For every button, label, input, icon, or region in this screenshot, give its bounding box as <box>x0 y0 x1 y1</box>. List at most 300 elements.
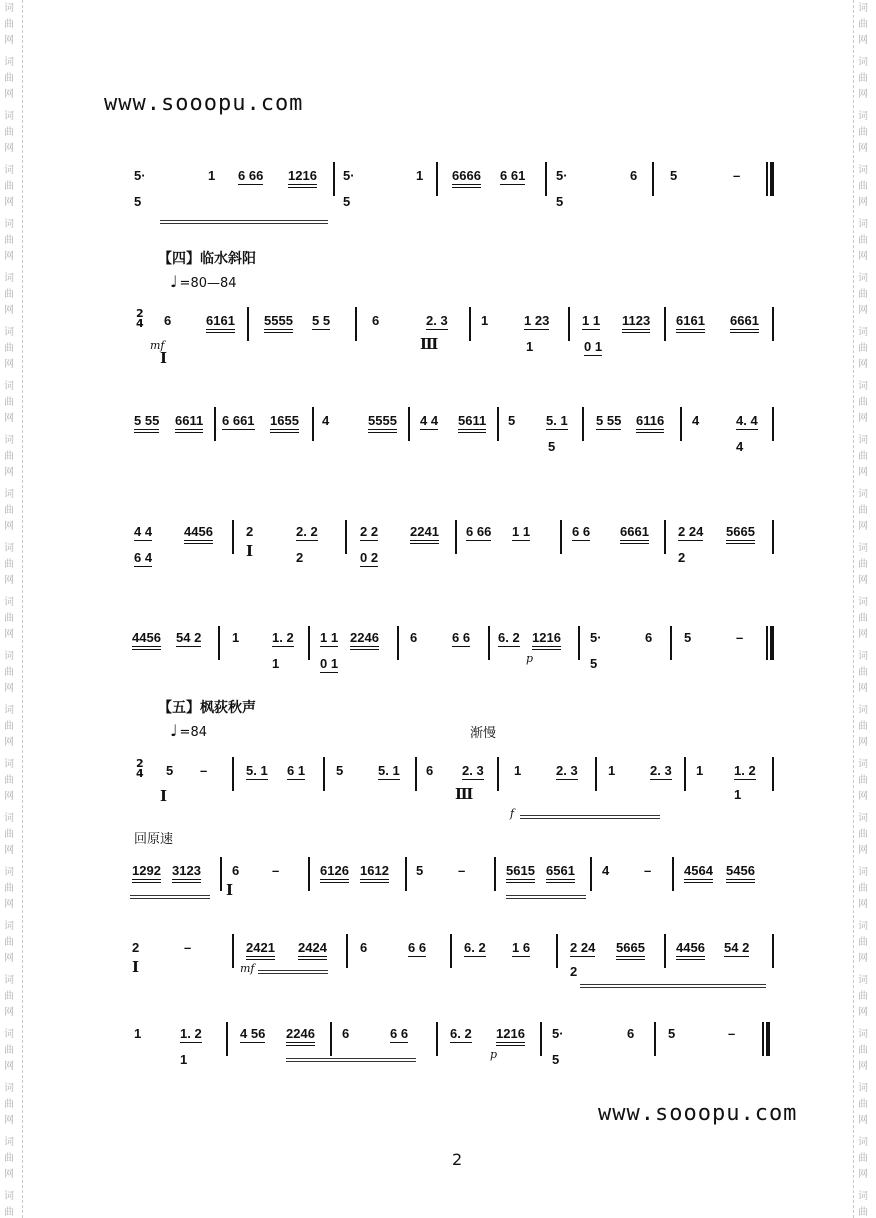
watermark-glyph: 曲 <box>4 937 14 948</box>
barline <box>568 307 570 341</box>
lower-note: 4 <box>736 439 744 454</box>
dynamic-f: f <box>510 807 515 820</box>
expression-mark: 渐慢 <box>470 726 497 741</box>
roman-marker: I <box>246 542 254 560</box>
note: 1612 <box>360 863 389 883</box>
watermark-glyph: 曲 <box>858 1153 868 1164</box>
watermark-glyph: 词 <box>4 111 14 122</box>
watermark-glyph: 词 <box>858 543 868 554</box>
barline <box>345 520 347 554</box>
score-line-6 <box>0 755 876 820</box>
note: 6 <box>645 630 653 645</box>
watermark-glyph: 曲 <box>4 451 14 462</box>
score-line-9 <box>0 1020 876 1080</box>
note: 1 <box>481 313 489 328</box>
footer-url: www.sooopu.com <box>598 1101 798 1126</box>
watermark-glyph: 词 <box>4 1137 14 1148</box>
note: – <box>200 763 208 778</box>
watermark-glyph: 网 <box>858 143 868 154</box>
barline <box>226 1022 228 1056</box>
barline <box>497 757 499 791</box>
note: – <box>733 168 741 183</box>
barline <box>415 757 417 791</box>
watermark-glyph: 网 <box>4 251 14 262</box>
note: 5665 <box>616 940 645 960</box>
watermark-glyph: 词 <box>858 1083 868 1094</box>
watermark-glyph: 网 <box>4 521 14 532</box>
watermark-glyph: 词 <box>4 3 14 14</box>
note: 1. 2 <box>272 630 294 645</box>
note: 6. 2 <box>450 1026 472 1041</box>
lower-note: 2 <box>678 550 686 565</box>
diminuendo-hairpin <box>520 815 660 816</box>
watermark-glyph: 曲 <box>4 127 14 138</box>
lower-note: 2 <box>570 964 578 979</box>
note: 6 <box>360 940 368 955</box>
watermark-glyph: 网 <box>858 845 868 856</box>
note: 6666 <box>452 168 481 188</box>
watermark-glyph: 曲 <box>858 991 868 1002</box>
note: 2246 <box>286 1026 315 1046</box>
note: 4456 <box>676 940 705 960</box>
note: 1 <box>208 168 216 183</box>
watermark-glyph: 词 <box>4 759 14 770</box>
watermark-glyph: 曲 <box>858 127 868 138</box>
watermark-glyph: 曲 <box>4 1045 14 1056</box>
note: 5 <box>166 763 174 778</box>
watermark-glyph: 词 <box>4 813 14 824</box>
note: 1 1 <box>582 313 601 328</box>
watermark-glyph: 网 <box>4 1115 14 1126</box>
note: – <box>644 863 652 878</box>
note: 5 <box>416 863 424 878</box>
watermark-glyph: 词 <box>4 1029 14 1040</box>
watermark-glyph: 网 <box>4 899 14 910</box>
note: 6611 <box>175 413 203 433</box>
barline <box>308 626 310 660</box>
watermark-glyph: 网 <box>858 413 868 424</box>
watermark-glyph: 曲 <box>858 775 868 786</box>
watermark-glyph: 词 <box>858 1191 868 1202</box>
note: 54 2 <box>724 940 750 955</box>
note: 6 6 <box>572 524 591 539</box>
note: 5615 <box>506 863 535 883</box>
watermark-glyph: 词 <box>858 705 868 716</box>
watermark-glyph: 曲 <box>4 883 14 894</box>
watermark-glyph: 曲 <box>4 613 14 624</box>
note: 1 <box>514 763 522 778</box>
watermark-glyph: 网 <box>4 1061 14 1072</box>
final-barline <box>766 162 768 196</box>
note: – <box>458 863 466 878</box>
final-barline <box>766 626 768 660</box>
barline <box>247 307 249 341</box>
note: 6 <box>232 863 240 878</box>
note: 6116 <box>636 413 664 433</box>
watermark-glyph: 网 <box>858 35 868 46</box>
watermark-glyph: 网 <box>4 575 14 586</box>
diminuendo-hairpin <box>258 970 328 971</box>
watermark-glyph: 曲 <box>858 505 868 516</box>
watermark-glyph: 网 <box>4 467 14 478</box>
roman-marker: Ⅲ <box>455 785 474 803</box>
watermark-glyph: 网 <box>4 35 14 46</box>
roman-marker: I <box>160 349 168 367</box>
diminuendo-hairpin <box>286 1058 416 1059</box>
quarter-note-icon: ♩ <box>170 721 178 740</box>
barline <box>436 1022 438 1056</box>
final-barline-thick <box>766 1022 770 1056</box>
lower-note: 1 <box>180 1052 188 1067</box>
watermark-glyph: 网 <box>858 1007 868 1018</box>
note: 6 661 <box>222 413 255 428</box>
score-line-3 <box>0 405 876 465</box>
note: 5. 1 <box>546 413 568 428</box>
note: – <box>184 940 192 955</box>
barline <box>488 626 490 660</box>
note: 5665 <box>726 524 755 544</box>
time-signature: 2 4 <box>136 757 144 780</box>
watermark-glyph: 网 <box>4 89 14 100</box>
watermark-glyph: 曲 <box>858 883 868 894</box>
note: 5· <box>134 168 146 183</box>
note: 1 <box>134 1026 142 1041</box>
lower-note: 5 <box>556 194 564 209</box>
note: 4456 <box>184 524 213 544</box>
lower-note: 0 2 <box>360 550 379 565</box>
note: 6661 <box>730 313 759 333</box>
watermark-glyph: 网 <box>4 683 14 694</box>
lower-note: 1 <box>526 339 534 354</box>
header-url: www.sooopu.com <box>104 91 304 116</box>
barline <box>560 520 562 554</box>
note: 4 56 <box>240 1026 266 1041</box>
watermark-glyph: 词 <box>858 867 868 878</box>
note: 2 2 <box>360 524 379 539</box>
barline <box>772 407 774 441</box>
note: 4456 <box>132 630 161 650</box>
watermark-glyph: 曲 <box>4 559 14 570</box>
note: 4564 <box>684 863 713 883</box>
watermark-glyph: 曲 <box>4 1153 14 1164</box>
barline <box>772 520 774 554</box>
note: – <box>736 630 744 645</box>
note: 6561 <box>546 863 575 883</box>
tempo-value: =80—84 <box>179 276 237 291</box>
watermark-glyph: 词 <box>858 651 868 662</box>
score-line-1 <box>0 160 876 220</box>
watermark-glyph: 曲 <box>4 775 14 786</box>
watermark-glyph: 网 <box>858 359 868 370</box>
watermark-glyph: 网 <box>858 953 868 964</box>
watermark-glyph: 词 <box>858 3 868 14</box>
barline <box>664 307 666 341</box>
barline <box>469 307 471 341</box>
watermark-glyph: 词 <box>858 435 868 446</box>
watermark-glyph: 词 <box>4 1191 14 1202</box>
note: 6 <box>372 313 380 328</box>
barline <box>232 934 234 968</box>
watermark-glyph: 曲 <box>858 829 868 840</box>
return-tempo-mark: 回原速 <box>134 832 174 847</box>
barline <box>664 520 666 554</box>
watermark-glyph: 网 <box>858 575 868 586</box>
barline <box>497 407 499 441</box>
note: 2. 3 <box>426 313 448 328</box>
note: 5456 <box>726 863 755 883</box>
watermark-glyph: 网 <box>858 683 868 694</box>
watermark-glyph: 词 <box>4 921 14 932</box>
note: 6. 2 <box>464 940 486 955</box>
note: – <box>728 1026 736 1041</box>
barline <box>346 934 348 968</box>
watermark-glyph: 网 <box>858 1169 868 1180</box>
watermark-glyph: 词 <box>858 921 868 932</box>
barline <box>540 1022 542 1056</box>
crescendo-hairpin <box>506 895 586 896</box>
note: 5 <box>670 168 678 183</box>
note: 6. 2 <box>498 630 520 645</box>
barline <box>664 934 666 968</box>
note: 2246 <box>350 630 379 650</box>
watermark-glyph: 网 <box>858 305 868 316</box>
note: 2. 3 <box>462 763 484 778</box>
watermark-glyph: 词 <box>4 867 14 878</box>
watermark-glyph: 网 <box>4 143 14 154</box>
barline <box>312 407 314 441</box>
time-signature: 2 4 <box>136 307 144 330</box>
note: 1. 2 <box>734 763 756 778</box>
note: 1 <box>608 763 616 778</box>
barline <box>308 857 310 891</box>
page-number: 2 <box>452 1150 463 1169</box>
note: 5· <box>552 1026 564 1041</box>
barline <box>323 757 325 791</box>
note: 54 2 <box>176 630 202 645</box>
watermark-glyph: 网 <box>4 413 14 424</box>
barline <box>333 162 335 196</box>
section-5-tempo <box>170 721 207 740</box>
lower-note: 6 4 <box>134 550 153 565</box>
barline <box>670 626 672 660</box>
barline <box>772 307 774 341</box>
score-line-7 <box>0 855 876 915</box>
watermark-glyph: 曲 <box>858 451 868 462</box>
note: 6 <box>410 630 418 645</box>
note: 1 <box>416 168 424 183</box>
watermark-glyph: 词 <box>858 975 868 986</box>
lower-note: 1 <box>734 787 742 802</box>
watermark-glyph: 词 <box>4 165 14 176</box>
watermark-glyph: 曲 <box>4 289 14 300</box>
watermark-glyph: 曲 <box>858 667 868 678</box>
note: 5 55 <box>596 413 622 428</box>
lower-note: 5 <box>548 439 556 454</box>
note: 6 6 <box>452 630 471 645</box>
barline <box>214 407 216 441</box>
watermark-glyph: 网 <box>858 629 868 640</box>
barline <box>684 757 686 791</box>
watermark-glyph: 词 <box>858 597 868 608</box>
barline <box>494 857 496 891</box>
watermark-glyph: 曲 <box>4 397 14 408</box>
lower-note: 0 1 <box>584 339 603 354</box>
barline <box>355 307 357 341</box>
note: 6 <box>342 1026 350 1041</box>
watermark-glyph: 词 <box>858 165 868 176</box>
watermark-glyph: 网 <box>858 521 868 532</box>
note: 1292 <box>132 863 161 883</box>
watermark-glyph: 词 <box>858 57 868 68</box>
note: 5 5 <box>312 313 331 328</box>
watermark-glyph: 词 <box>858 1137 868 1148</box>
final-barline <box>762 1022 764 1056</box>
watermark-glyph: 词 <box>858 813 868 824</box>
barline <box>232 520 234 554</box>
note: 4 4 <box>420 413 439 428</box>
watermark-glyph: 曲 <box>4 181 14 192</box>
lower-note: 2 <box>296 550 304 565</box>
lower-note: 1 <box>272 656 280 671</box>
watermark-glyph: 网 <box>4 305 14 316</box>
note: 1 <box>696 763 704 778</box>
watermark-glyph: 曲 <box>4 1099 14 1110</box>
note: 2421 <box>246 940 275 960</box>
note: 6 <box>164 313 172 328</box>
note: 1216 <box>288 168 317 188</box>
note: 4 <box>322 413 330 428</box>
watermark-glyph: 网 <box>4 197 14 208</box>
watermark-glyph: 曲 <box>858 73 868 84</box>
note: 5611 <box>458 413 486 433</box>
note: 5555 <box>264 313 293 333</box>
watermark-glyph: 网 <box>4 359 14 370</box>
lower-note: 5 <box>343 194 351 209</box>
watermark-glyph: 网 <box>858 251 868 262</box>
barline <box>455 520 457 554</box>
watermark-glyph: 网 <box>858 1061 868 1072</box>
note: 6 <box>627 1026 635 1041</box>
watermark-glyph: 网 <box>4 953 14 964</box>
note: 5· <box>590 630 602 645</box>
watermark-glyph: 曲 <box>4 1207 14 1218</box>
watermark-glyph: 网 <box>4 791 14 802</box>
note: 5555 <box>368 413 397 433</box>
barline <box>595 757 597 791</box>
watermark-glyph: 词 <box>4 381 14 392</box>
section-5-title: 【五】枫荻秋声 <box>158 700 256 716</box>
watermark-glyph: 曲 <box>858 397 868 408</box>
final-barline-thick <box>770 626 774 660</box>
note: 6661 <box>620 524 649 544</box>
note: 6126 <box>320 863 349 883</box>
watermark-glyph: 网 <box>4 1007 14 1018</box>
barline <box>436 162 438 196</box>
note: 6 <box>630 168 638 183</box>
watermark-glyph: 词 <box>4 273 14 284</box>
note: 2 24 <box>678 524 704 539</box>
note: 1. 2 <box>180 1026 202 1041</box>
lower-note: 5 <box>590 656 598 671</box>
dynamic-mf: mf <box>240 962 255 975</box>
watermark-glyph: 词 <box>858 327 868 338</box>
note: 5. 1 <box>378 763 400 778</box>
watermark-glyph: 词 <box>4 435 14 446</box>
roman-marker: I <box>132 958 140 976</box>
note: 6 66 <box>238 168 264 183</box>
barline <box>772 934 774 968</box>
watermark-glyph: 曲 <box>4 829 14 840</box>
watermark-glyph: 词 <box>4 57 14 68</box>
watermark-glyph: 曲 <box>858 181 868 192</box>
watermark-glyph: 曲 <box>858 613 868 624</box>
barline <box>218 626 220 660</box>
roman-marker: I <box>160 787 168 805</box>
diminuendo-hairpin <box>580 984 766 985</box>
barline <box>397 626 399 660</box>
watermark-glyph: 曲 <box>858 1207 868 1218</box>
note: 1 <box>232 630 240 645</box>
note: 6 <box>426 763 434 778</box>
watermark-glyph: 网 <box>858 791 868 802</box>
barline <box>450 934 452 968</box>
watermark-glyph: 曲 <box>858 1045 868 1056</box>
watermark-glyph: 词 <box>858 219 868 230</box>
roman-marker: I <box>226 881 234 899</box>
note: 1 23 <box>524 313 550 328</box>
quarter-note-icon: ♩ <box>170 272 178 291</box>
watermark-glyph: 曲 <box>858 19 868 30</box>
note: 5 <box>336 763 344 778</box>
tempo-value: =84 <box>179 725 207 740</box>
note: 2 24 <box>570 940 596 955</box>
note: 5 <box>684 630 692 645</box>
dynamic-mf: mf <box>150 339 165 352</box>
barline <box>772 757 774 791</box>
note: 6 6 <box>390 1026 409 1041</box>
note: 4. 4 <box>736 413 758 428</box>
barline <box>654 1022 656 1056</box>
barline <box>232 757 234 791</box>
note: 1655 <box>270 413 299 433</box>
watermark-glyph: 曲 <box>858 289 868 300</box>
watermark-glyph: 词 <box>4 1083 14 1094</box>
watermark-glyph: 曲 <box>4 667 14 678</box>
watermark-glyph: 曲 <box>4 505 14 516</box>
score-line-4 <box>0 518 876 578</box>
watermark-glyph: 曲 <box>4 343 14 354</box>
watermark-glyph: 网 <box>858 737 868 748</box>
watermark-glyph: 曲 <box>858 721 868 732</box>
watermark-glyph: 网 <box>4 1169 14 1180</box>
barline <box>590 857 592 891</box>
watermark-glyph: 词 <box>4 651 14 662</box>
watermark-glyph: 曲 <box>4 235 14 246</box>
barline <box>330 1022 332 1056</box>
watermark-glyph: 曲 <box>858 559 868 570</box>
score-line-5 <box>0 624 876 684</box>
note: 6161 <box>206 313 235 333</box>
watermark-glyph: 曲 <box>4 991 14 1002</box>
watermark-glyph: 词 <box>858 381 868 392</box>
note: 3123 <box>172 863 201 883</box>
note: 4 <box>692 413 700 428</box>
section-4-tempo <box>170 272 237 291</box>
watermark-glyph: 曲 <box>858 937 868 948</box>
note: 5· <box>556 168 568 183</box>
watermark-glyph: 词 <box>4 705 14 716</box>
barline <box>556 934 558 968</box>
